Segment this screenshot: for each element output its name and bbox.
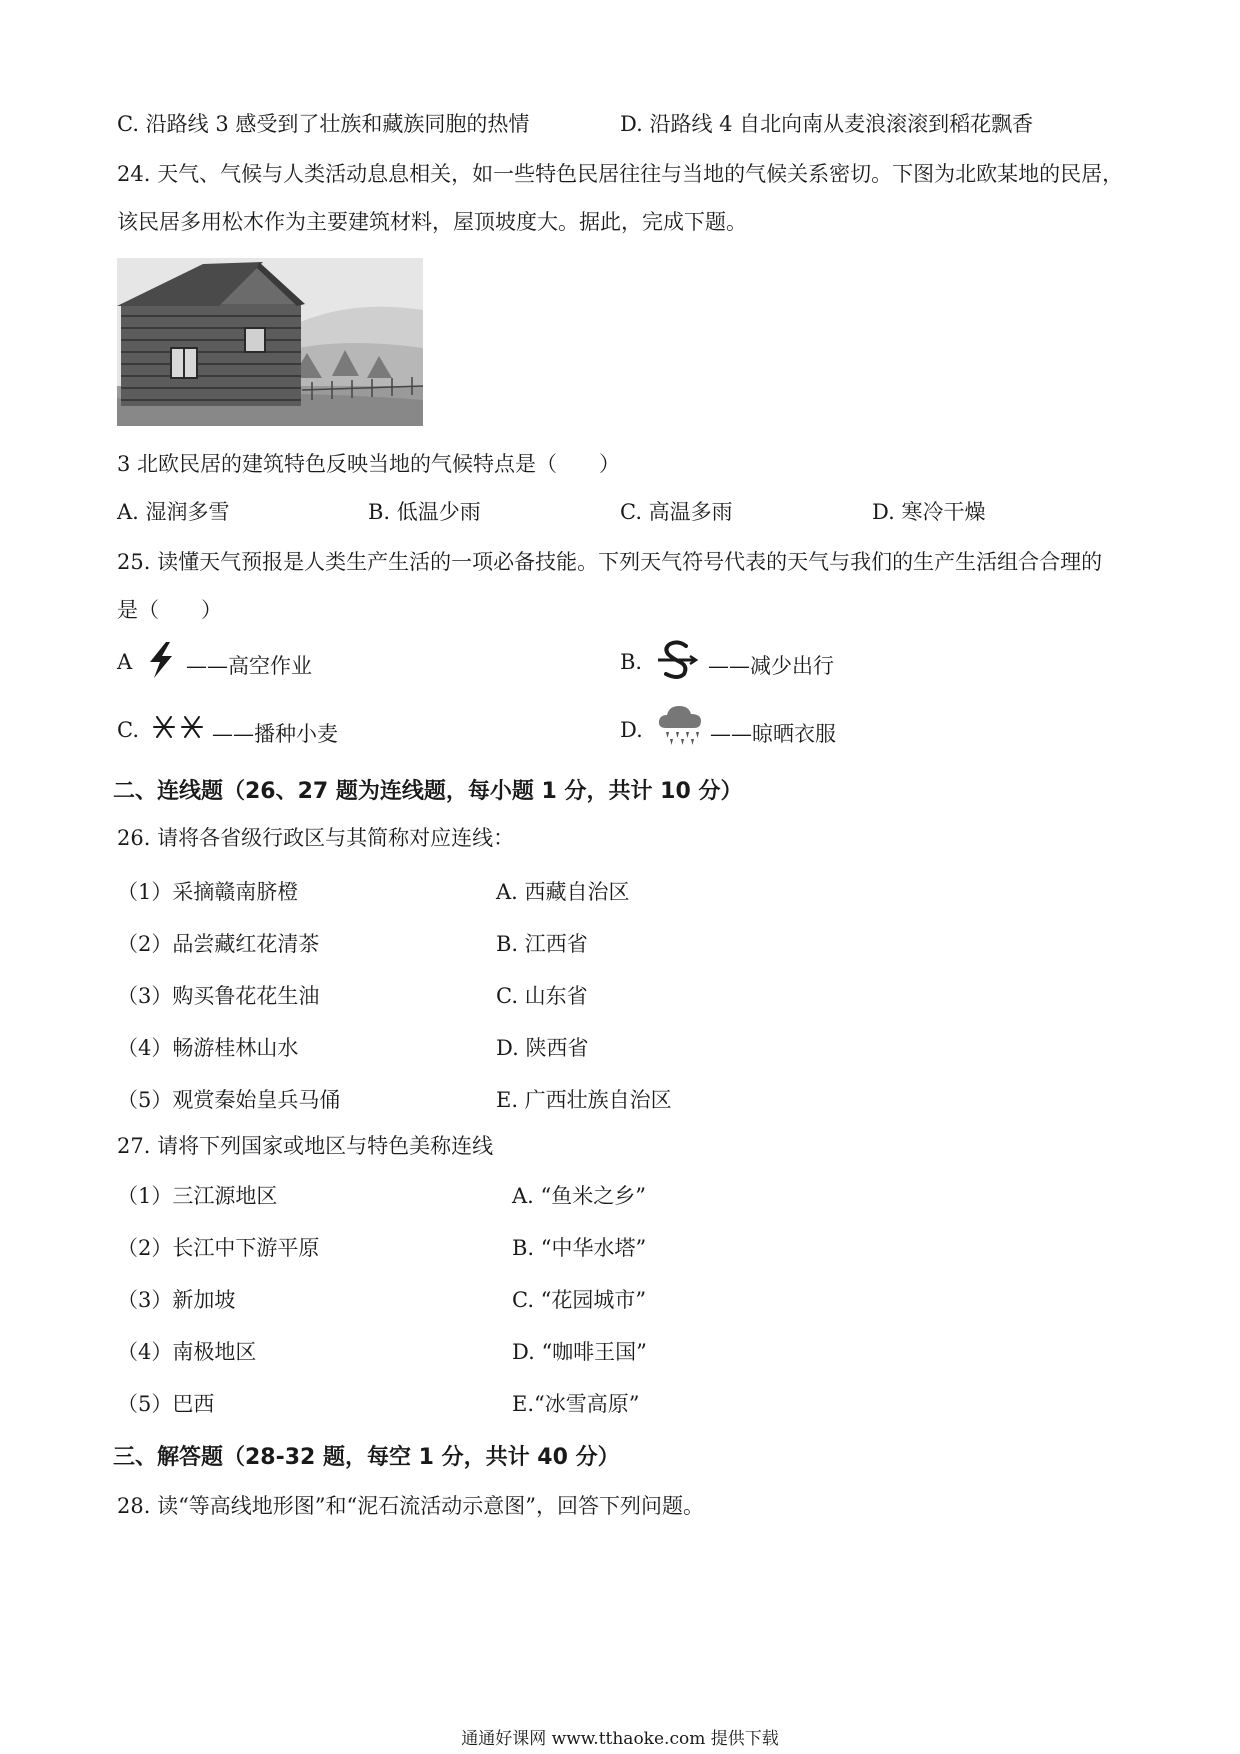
q27-left-item: （2）长江中下游平原 bbox=[117, 1236, 320, 1260]
q27-stem: 27. 请将下列国家或地区与特色美称连线 bbox=[117, 1134, 494, 1158]
q27-right-item: C. “花园城市” bbox=[512, 1288, 647, 1312]
section-2-heading: 二、连线题（26、27 题为连线题，每小题 1 分，共计 10 分） bbox=[113, 779, 743, 804]
nordic-house-photo bbox=[117, 258, 423, 426]
q25-option-d-text: ——晾晒衣服 bbox=[710, 722, 836, 746]
snow-icon bbox=[150, 712, 206, 742]
q26-right-item: C. 山东省 bbox=[496, 984, 588, 1008]
q27-right-item: A. “鱼米之乡” bbox=[512, 1184, 646, 1208]
q24-option-a: A. 湿润多雪 bbox=[117, 500, 230, 524]
q24-option-b: B. 低温少雨 bbox=[368, 500, 481, 524]
q23-option-c: C. 沿路线 3 感受到了壮族和藏族同胞的热情 bbox=[117, 112, 530, 136]
q25-option-a-letter: A bbox=[117, 650, 133, 674]
q26-left-item: （5）观赏秦始皇兵马俑 bbox=[117, 1088, 341, 1112]
q24-sub-question: 3 北欧民居的建筑特色反映当地的气候特点是（ ） bbox=[117, 452, 621, 476]
q26-right-item: A. 西藏自治区 bbox=[496, 880, 630, 904]
q27-left-item: （3）新加坡 bbox=[117, 1288, 236, 1312]
q26-left-item: （1）采摘赣南脐橙 bbox=[117, 880, 299, 904]
q25-option-c-text: ——播种小麦 bbox=[212, 722, 338, 746]
q25-option-b-text: ——减少出行 bbox=[708, 654, 834, 678]
q27-right-item: B. “中华水塔” bbox=[512, 1236, 647, 1260]
q24-stem-line2: 该民居多用松木作为主要建筑材料，屋顶坡度大。据此，完成下题。 bbox=[117, 210, 747, 234]
q26-right-item: E. 广西壮族自治区 bbox=[496, 1088, 672, 1112]
q24-stem-line1: 24. 天气、气候与人类活动息息相关，如一些特色民居往往与当地的气候关系密切。下图为北欧某地的民居， bbox=[117, 162, 1124, 186]
q25-option-a-text: ——高空作业 bbox=[186, 654, 312, 678]
q25-stem-line2: 是（ ） bbox=[117, 598, 222, 622]
q25-option-d-letter: D. bbox=[620, 718, 643, 742]
section-3-heading: 三、解答题（28-32 题，每空 1 分，共计 40 分） bbox=[113, 1445, 620, 1470]
q24-option-c: C. 高温多雨 bbox=[620, 500, 733, 524]
q27-left-item: （4）南极地区 bbox=[117, 1340, 257, 1364]
q27-left-item: （1）三江源地区 bbox=[117, 1184, 278, 1208]
q26-right-item: D. 陕西省 bbox=[496, 1036, 589, 1060]
q24-option-d: D. 寒冷干燥 bbox=[872, 500, 986, 524]
lightning-icon bbox=[144, 640, 178, 680]
q28-stem: 28. 读“等高线地形图”和“泥石流活动示意图”，回答下列问题。 bbox=[117, 1494, 705, 1518]
q23-option-d: D. 沿路线 4 自北向南从麦浪滚滚到稻花飘香 bbox=[620, 112, 1034, 136]
q26-left-item: （3）购买鲁花花生油 bbox=[117, 984, 320, 1008]
q27-right-item: D. “咖啡王国” bbox=[512, 1340, 647, 1364]
page-footer: 通通好课网 www.tthaoke.com 提供下载 bbox=[461, 1729, 779, 1749]
rain-cloud-icon bbox=[656, 702, 704, 748]
q26-right-item: B. 江西省 bbox=[496, 932, 588, 956]
q27-left-item: （5）巴西 bbox=[117, 1392, 215, 1416]
q25-stem-line1: 25. 读懂天气预报是人类生产生活的一项必备技能。下列天气符号代表的天气与我们的生产生活组合合理的 bbox=[117, 550, 1103, 574]
q25-option-b-letter: B. bbox=[620, 650, 643, 674]
q27-right-item: E.“冰雪高原” bbox=[512, 1392, 640, 1416]
q25-option-c-letter: C. bbox=[117, 718, 139, 742]
sandstorm-icon bbox=[654, 638, 700, 682]
q26-left-item: （4）畅游桂林山水 bbox=[117, 1036, 299, 1060]
q26-stem: 26. 请将各省级行政区与其简称对应连线： bbox=[117, 826, 515, 850]
q26-left-item: （2）品尝藏红花清茶 bbox=[117, 932, 320, 956]
